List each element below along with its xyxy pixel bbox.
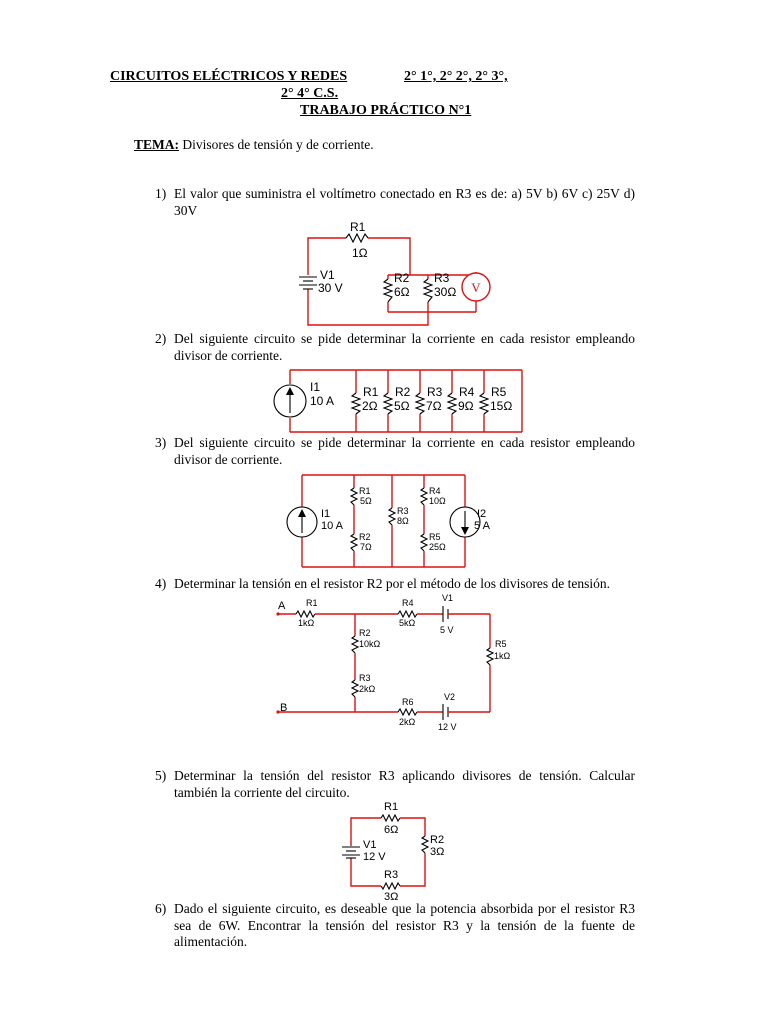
r3-name: R3 [427,385,443,399]
r1-value: 5Ω [360,496,372,506]
r1-value: 1kΩ [298,618,315,628]
r2-branch [384,370,411,432]
item-number: 3) [155,435,167,450]
r1-value: 1Ω [352,246,368,260]
node-a-label: A [278,600,286,612]
r4-value: 10Ω [429,496,446,506]
r4-value: 5kΩ [399,618,416,628]
v1-name: V1 [320,268,335,282]
r2-value: 7Ω [360,542,372,552]
r2-name: R2 [394,271,410,285]
circuit-5-diagram [336,798,446,902]
item-number: 4) [155,576,167,591]
r3-name: R3 [384,869,399,881]
item-number: 6) [155,901,167,916]
i2-value: 5 A [474,520,490,532]
item-number: 2) [155,331,167,346]
topic-label: TEMA: [134,137,179,152]
r2-value: 10kΩ [359,639,381,649]
circuit-4-diagram [270,592,511,732]
v1-value: 12 V [363,851,386,863]
v1-name: V1 [363,839,377,851]
r3-value: 30Ω [434,285,457,299]
circuit-3-diagram [290,472,490,572]
r3-value: 7Ω [426,399,442,413]
item-number: 5) [155,768,167,783]
item-text: Determinar la tensión en el resistor R2 por el método de los divisores de tensión. [174,576,611,591]
r1-value: 6Ω [384,824,399,836]
item-text: El valor que suministra el voltímetro conectado en R3 es de: a) 5V b) 6V c) 25V d) 30V [174,186,635,218]
item-5 [155,768,635,801]
r2-value: 5Ω [394,399,410,413]
r4-name: R4 [402,598,414,608]
r5-name: R5 [491,385,507,399]
r6-value: 2kΩ [399,717,416,727]
topic [134,136,374,153]
item-3 [155,435,635,468]
topic-text: Divisores de tensión y de corriente. [182,137,374,152]
r2-name: R2 [430,834,445,846]
r5-value: 15Ω [490,399,513,413]
r1-name: R1 [384,801,399,813]
item-text: Del siguiente circuito se pide determinar la corriente en cada resistor empleando divisor de corriente. [174,435,635,467]
item-text: Dado el siguiente circuito, es deseable que la potencia absorbida por el resistor R3 sea de 6W. Encontrar la tensión del resistor R3 y la tensión de la fuente de alimentación. [174,901,635,949]
i1-name: I1 [310,380,321,394]
voltmeter-icon: V [471,280,481,295]
r4-value: 9Ω [458,399,474,413]
i1-value: 10 A [321,520,344,532]
r2-name: R2 [359,532,371,542]
r3-value: 3Ω [384,891,399,903]
r4-branch [448,370,475,432]
v1-name: V1 [442,593,454,603]
circuit-1-diagram [290,215,520,330]
item-2 [155,331,635,364]
r2-name: R2 [359,628,371,638]
r3-branch [416,370,443,432]
r5-value: 25Ω [429,542,446,552]
item-4 [155,576,635,593]
r1-name: R1 [359,486,371,496]
v1-value: 5 V [440,625,454,635]
node-b-label: B [280,702,288,714]
r3-value: 2kΩ [359,684,376,694]
groups-line-1: 2° 1°, 2° 2°, 2° 3°, [404,69,508,84]
groups-line-2: 2° 4° C.S. [281,86,339,101]
course-title: CIRCUITOS ELÉCTRICOS Y REDES [110,69,348,84]
v1-value: 30 V [318,281,343,295]
r6-name: R6 [402,697,414,707]
r1-branch [352,370,379,432]
i1-name: I1 [321,508,331,520]
i1-value: 10 A [310,394,335,408]
circuit-2-diagram [270,365,530,437]
r3-name: R3 [397,506,409,516]
r3-value: 8Ω [397,516,409,526]
r5-name: R5 [495,639,507,649]
r3-name: R3 [359,673,371,683]
r1-name: R1 [350,220,366,234]
item-number: 1) [155,186,167,201]
item-6 [155,901,635,951]
item-text: Determinar la tensión del resistor R3 aplicando divisores de tensión. Calcular también la corriente del circuito. [174,768,635,800]
r1-value: 2Ω [362,399,378,413]
r3-name: R3 [434,271,450,285]
r5-value: 1kΩ [494,651,511,661]
r2-name: R2 [395,385,411,399]
v2-name: V2 [444,692,456,702]
r2-value: 6Ω [394,285,410,299]
item-text: Del siguiente circuito se pide determinar la corriente en cada resistor empleando divisor de corriente. [174,331,635,363]
v2-value: 12 V [438,722,457,732]
r2-value: 3Ω [430,846,445,858]
r1-name: R1 [306,598,318,608]
r4-name: R4 [429,486,441,496]
r5-name: R5 [429,532,441,542]
r4-name: R4 [459,385,475,399]
i2-name: I2 [477,508,487,520]
document-title: TRABAJO PRÁCTICO N°1 [300,103,472,118]
r1-name: R1 [363,385,379,399]
r5-branch [480,370,512,432]
